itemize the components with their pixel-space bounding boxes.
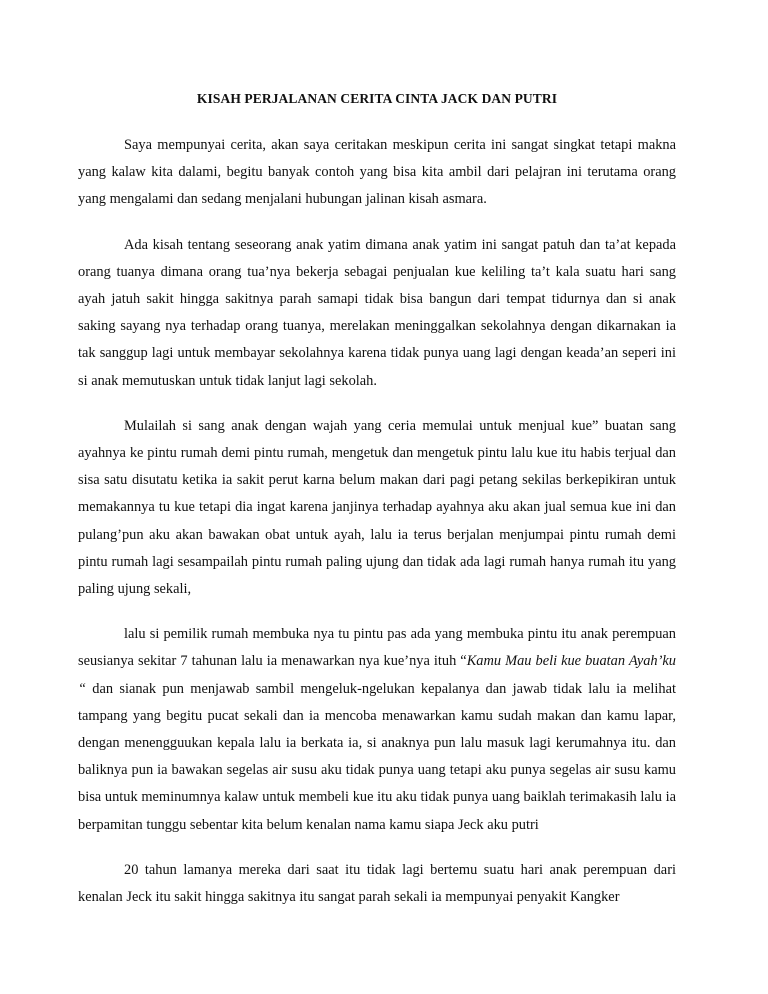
document-title: KISAH PERJALANAN CERITA CINTA JACK DAN PUTRI: [196, 91, 558, 106]
paragraph-4: [78, 621, 676, 839]
paragraph-4-italic-quote: Kamu Mau beli kue buatan Ayah’ku “: [78, 653, 676, 697]
paragraph-5: 20 tahun lamanya mereka dari saat itu tidak lagi bertemu suatu hari anak perempuan dari kenalan Jeck itu sakit hingga sakitnya itu sangat parah sekali ia mempunyai penyakit Kangker: [78, 861, 676, 906]
paragraph-4-text-start: lalu si pemilik rumah membuka nya tu pintu pas ada yang membuka pintu itu anak perempuan seusianya sekitar 7 tahunan lalu ia menawarkan nya kue’nya ituh “: [78, 626, 676, 670]
paragraph-4-text-end: dan sianak pun menjawab sambil mengeluk-ngelukan kepalanya dan jawab tidak lalu ia melihat tampang yang begitu pucat sekali dan ia mencoba menawarkan kamu sudah makan dan kamu lapar, dengan menengguukan kepala lalu ia berkata ia, si anaknya pun lalu masuk lagi kerumahnya itu. dan baliknya pun ia bawakan segelas air susu aku tidak punya uang tetapi aku punya segelas air susu kamu bisa untuk meminumnya kalaw untuk membeli kue itu aku tidak punya uang baiklah terimakasih lalu ia berpamitan tunggu sebentar kita belum kenalan nama kamu siapa Jeck aku putri: [78, 680, 676, 833]
paragraph-2: Ada kisah tentang seseorang anak yatim dimana anak yatim ini sangat patuh dan ta’at kepada orang tuanya dimana orang tua’nya bekerja sebagai penjualan kue keliling ta’t kala suatu hari sang ayah jatuh sakit hingga sakitnya parah samapi tidak bisa bangun dari tempat tidurnya dan si anak saking sayang nya terhadap orang tuanya, merelakan meninggalkan sekolahnya dengan dikarnakan ia tak sanggup lagi untuk membayar sekolahnya karena tidak punya uang lagi dengan keada’an seperi ini si anak memutuskan untuk tidak lanjut lagi sekolah.: [78, 236, 676, 389]
paragraph-1: Saya mempunyai cerita, akan saya ceritakan meskipun cerita ini sangat singkat tetapi makna yang kalaw kita dalami, begitu banyak contoh yang bisa kita ambil dari pelajran ini terutama orang yang mengalami dan sedang menjalani hubungan jalinan kisah asmara.: [78, 137, 676, 208]
paragraph-3: Mulailah si sang anak dengan wajah yang ceria memulai untuk menjual kue” buatan sang ayahnya ke pintu rumah demi pintu rumah, mengetuk dan mengetuk pintu lalu kue itu habis terjual dan sisa satu disutatu ketika ia sakit perut karna belum makan dari pagi petang sekilas berkepikiran untuk memakannya tu kue tetapi dia ingat karena janjinya terhadap ayahnya aku akan jual semua kue ini dan pulang’pun aku akan bawakan obat untuk ayah, lalu ia terus berjalan menjumpai pintu rumah demi pintu rumah lagi sesampailah pintu rumah paling ujung dan tidak ada lagi rumah hanya rumah itu yang paling ujung sekali,: [78, 417, 676, 598]
document-page: [78, 86, 676, 911]
